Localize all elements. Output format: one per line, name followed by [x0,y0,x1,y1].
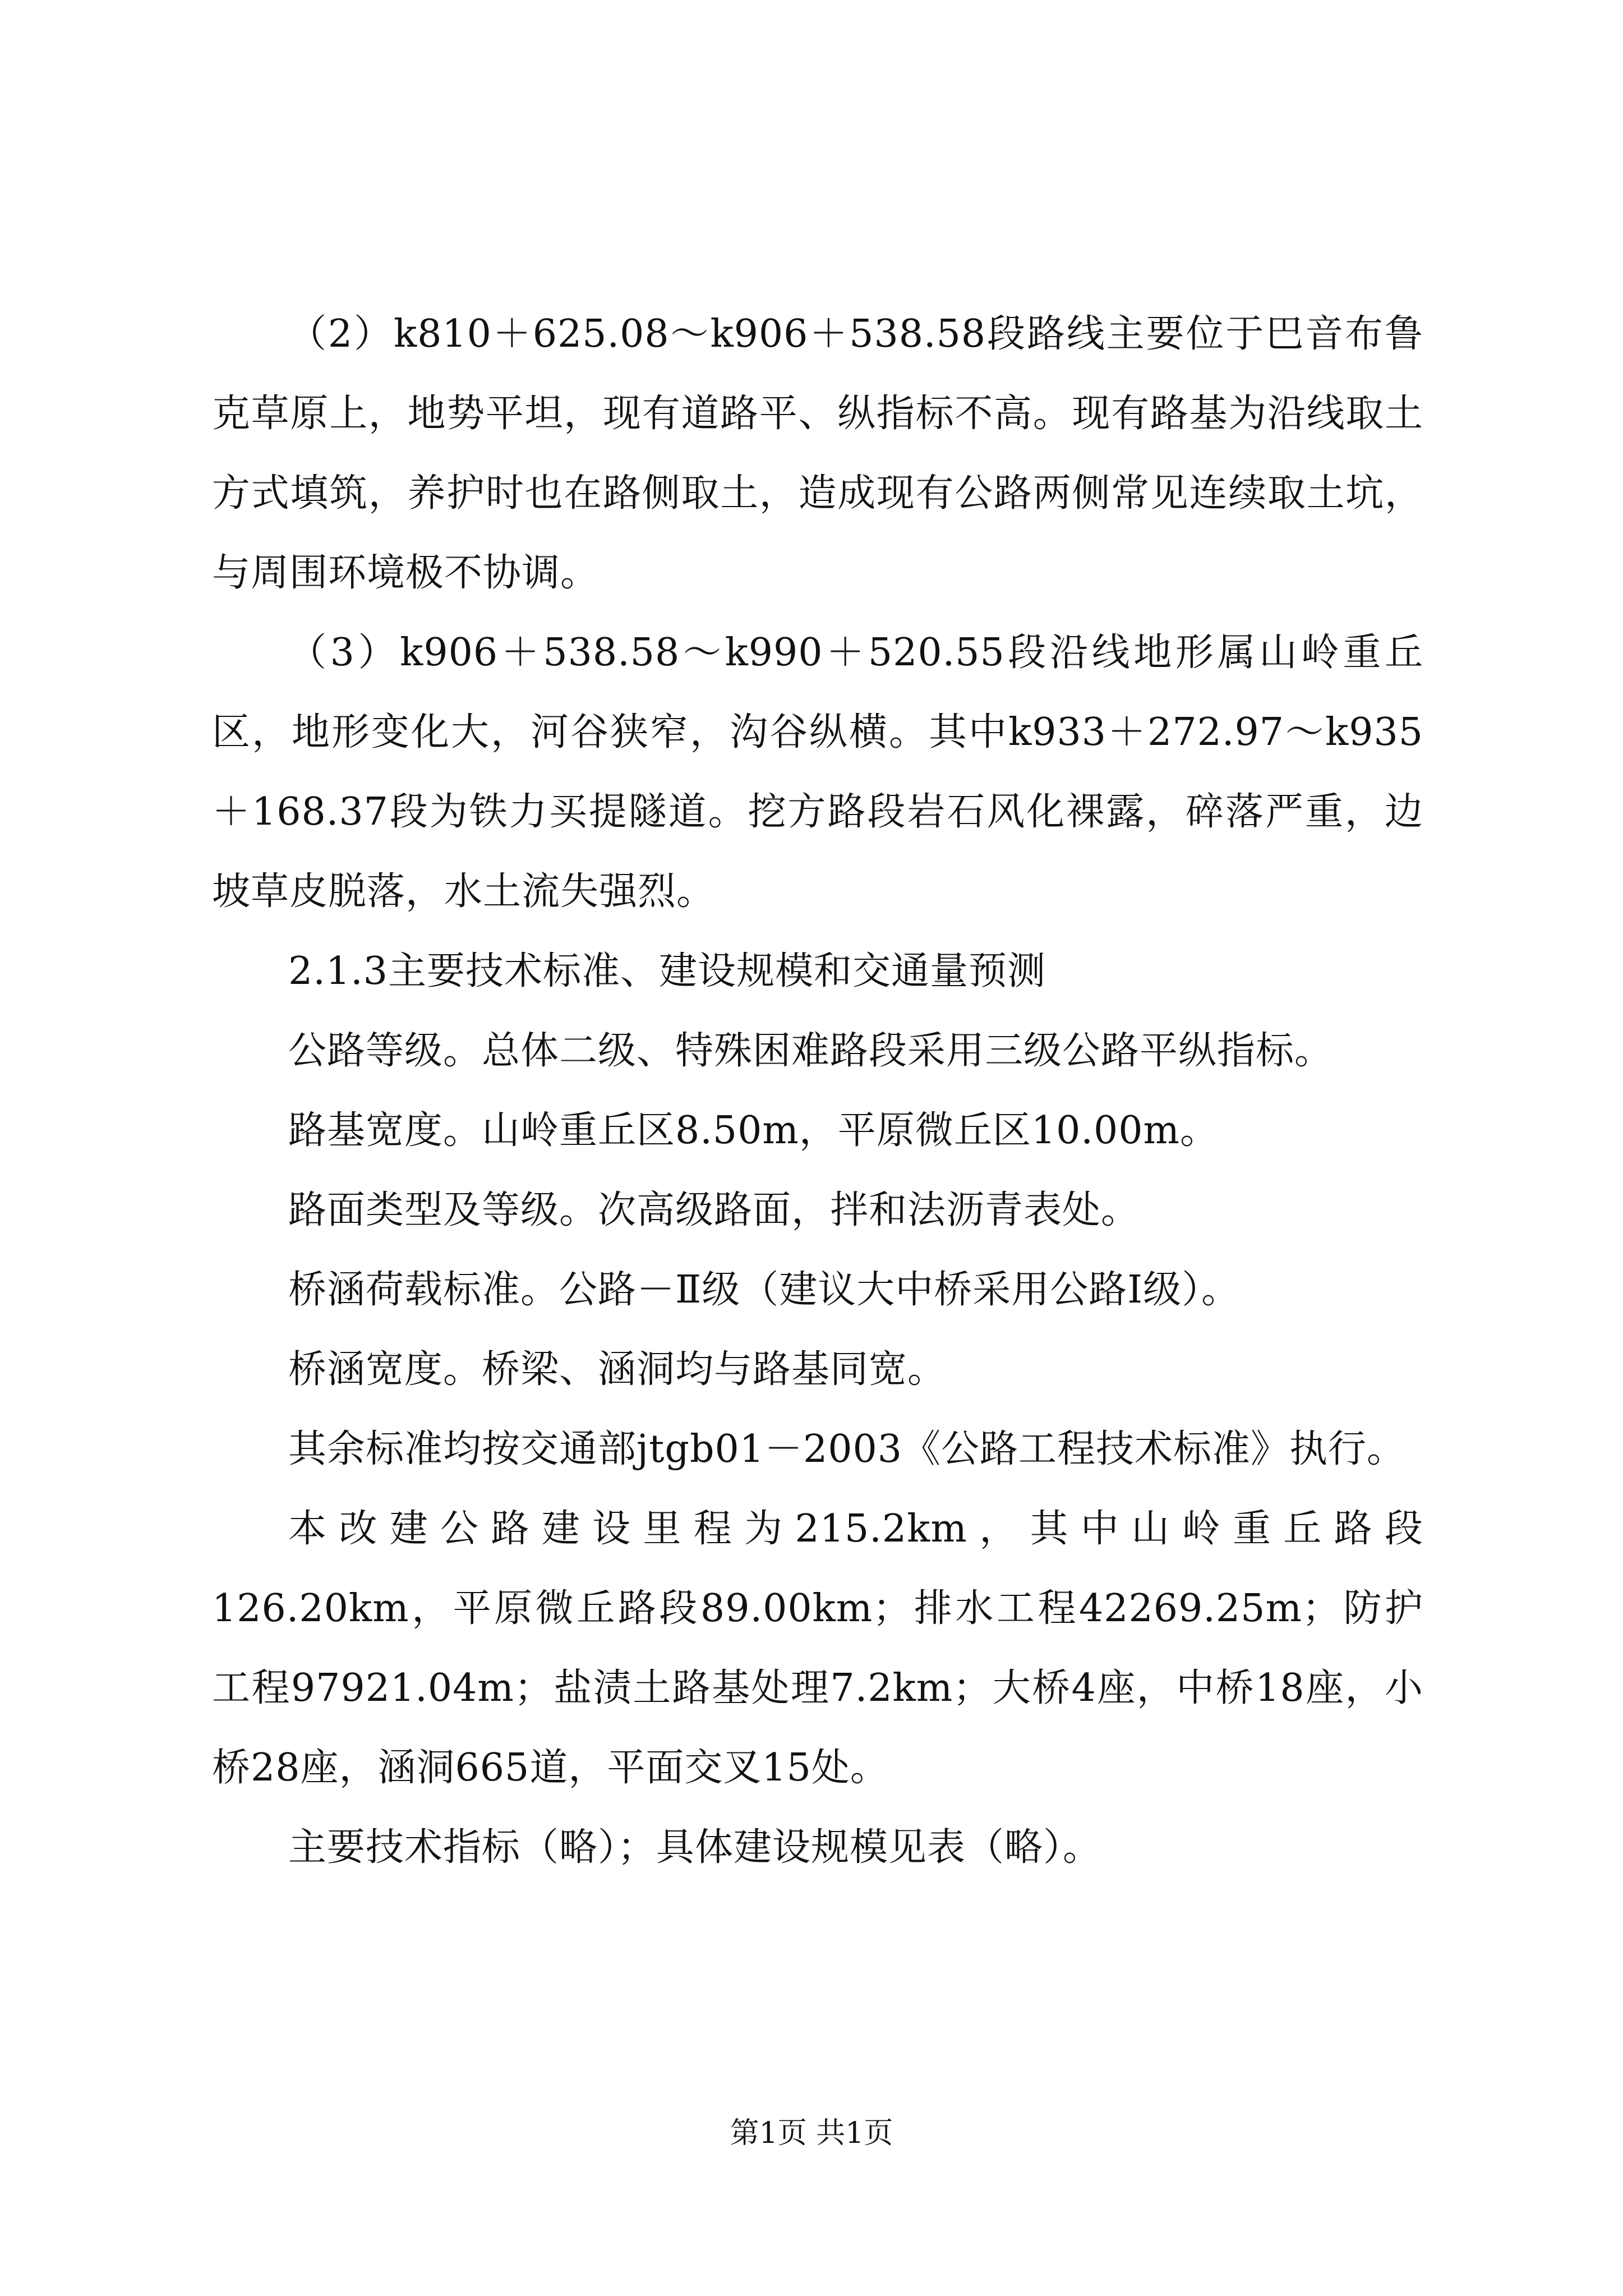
paragraph-road-grade: 公路等级。总体二级、特殊困难路段采用三级公路平纵指标。 [288,1029,1334,1073]
paragraph-pavement-type: 路面类型及等级。次高级路面，拌和法沥青表处。 [288,1188,1140,1232]
document-body [212,295,1423,1888]
paragraph-bridge-width: 桥涵宽度。桥梁、涵洞均与路基同宽。 [288,1347,947,1392]
paragraph-section-2: （2）k810＋625.08～k906＋538.58段路线主要位于巴音布鲁克草原上，地势平坦，现有道路平、纵指标不高。现有路基为沿线取土方式填筑，养护时也在路侧取土，造成现有公路两侧常见连续取土坑，与周围环境极不协调。 [212,312,1423,595]
paragraph-roadbed-width: 路基宽度。山岭重丘区8.50m，平原微丘区10.00m。 [288,1108,1219,1153]
paragraph-construction-scale: 本改建公路建设里程为215.2km，其中山岭重丘路段126.20km，平原微丘路段89.00km；排水工程42269.25m；防护工程97921.04m；盐渍土路基处理7.2km；大桥4座，中桥18座，小桥28座，涵洞665道，平面交叉15处。 [212,1507,1423,1790]
paragraph-technical-indicators: 主要技术指标（略）；具体建设规模见表（略）。 [288,1825,1102,1870]
page-footer: 第1页 共1页 [730,2116,893,2150]
paragraph-other-standards: 其余标准均按交通部jtgb01－2003《公路工程技术标准》执行。 [288,1427,1406,1471]
paragraph-bridge-load: 桥涵荷载标准。公路－Ⅱ级（建议大中桥采用公路Ⅰ级）。 [288,1268,1241,1312]
paragraph-section-3: （3）k906＋538.58～k990＋520.55段沿线地形属山岭重丘区，地形变化大，河谷狭窄，沟谷纵横。其中k933＋272.97～k935＋168.37段为铁力买提隧道。挖方路段岩石风化裸露，碎落严重，边坡草皮脱落，水土流失强烈。 [212,631,1423,914]
section-heading-2-1-3: 2.1.3主要技术标准、建设规模和交通量预测 [288,949,1046,993]
